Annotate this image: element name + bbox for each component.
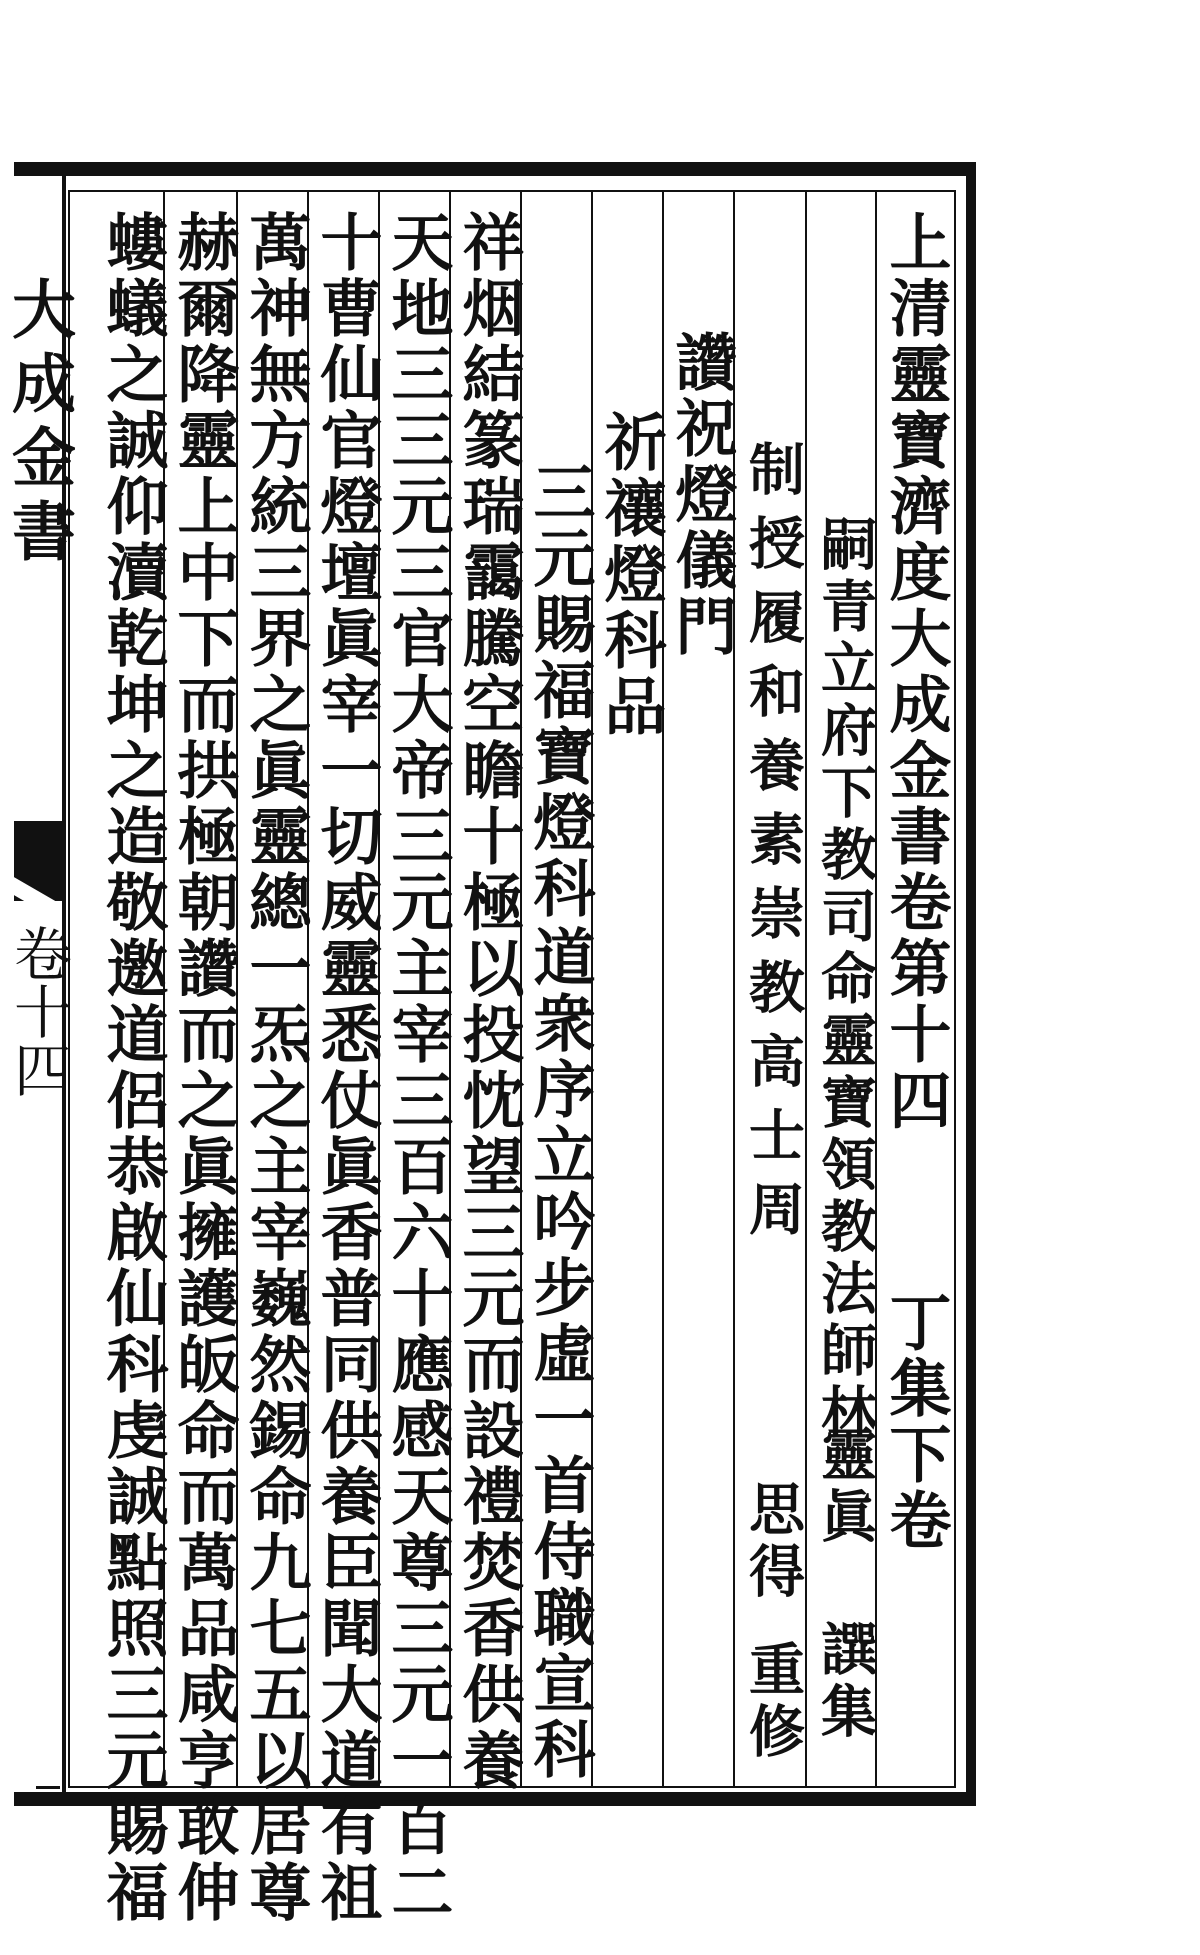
text-column: 萬神無方統三界之眞靈總一炁之主宰巍然錫命九七五以居尊 <box>239 210 312 1926</box>
compiler-title: 嗣青立府下教司命靈寶領教法師林 <box>812 515 878 1445</box>
text-column: 天地三三元三官大帝三元主宰三百六十應感天尊三元一百二 <box>381 210 454 1926</box>
compiler-credit <box>810 515 880 1445</box>
text-column: 赫爾降靈上中下而拱極朝讚而之眞擁護皈命而萬品咸亨敢伸 <box>167 210 240 1926</box>
book-spine <box>1 176 76 1792</box>
text-column: 十曹仙官燈壇眞宰一切威靈悉仗眞香普同供養臣聞大道有祖 <box>310 210 383 1926</box>
ritual-instruction: 道衆序立吟步虛一首侍職宣科 <box>523 925 596 1783</box>
ritual-title: 三元賜福寶燈科 <box>523 460 596 922</box>
reviser-credit: 制授履和養素崇教高士周 <box>740 440 806 1254</box>
spine-volume: 卷十四 <box>4 924 72 1098</box>
compiler-role: 譔集 <box>812 1620 878 1744</box>
chapter-heading: 讚祝燈儀門 <box>665 330 738 660</box>
reviser-name: 思得 <box>740 1480 806 1604</box>
page-title <box>880 210 950 1134</box>
compiler-name: 靈眞 <box>812 1425 878 1549</box>
section-label: 丁集下卷 <box>879 1290 952 1554</box>
subchapter-heading: 祈禳燈科品 <box>594 410 667 740</box>
text-column: 祥烟結篆瑞靄騰空瞻十極以投忱望三元而設禮焚香供養 <box>452 210 525 1794</box>
book-title: 上清靈寶濟度大成金書卷第十四 <box>879 210 952 1134</box>
page-number-mark <box>36 1786 60 1789</box>
text-column: 螻蟻之誠仰瀆乾坤之造敬邀道侶恭啟仙科虔誠點照三元賜福 <box>96 210 169 1926</box>
reviser-role: 重修 <box>740 1640 806 1764</box>
spine-title: 大成金書 <box>1 276 76 572</box>
